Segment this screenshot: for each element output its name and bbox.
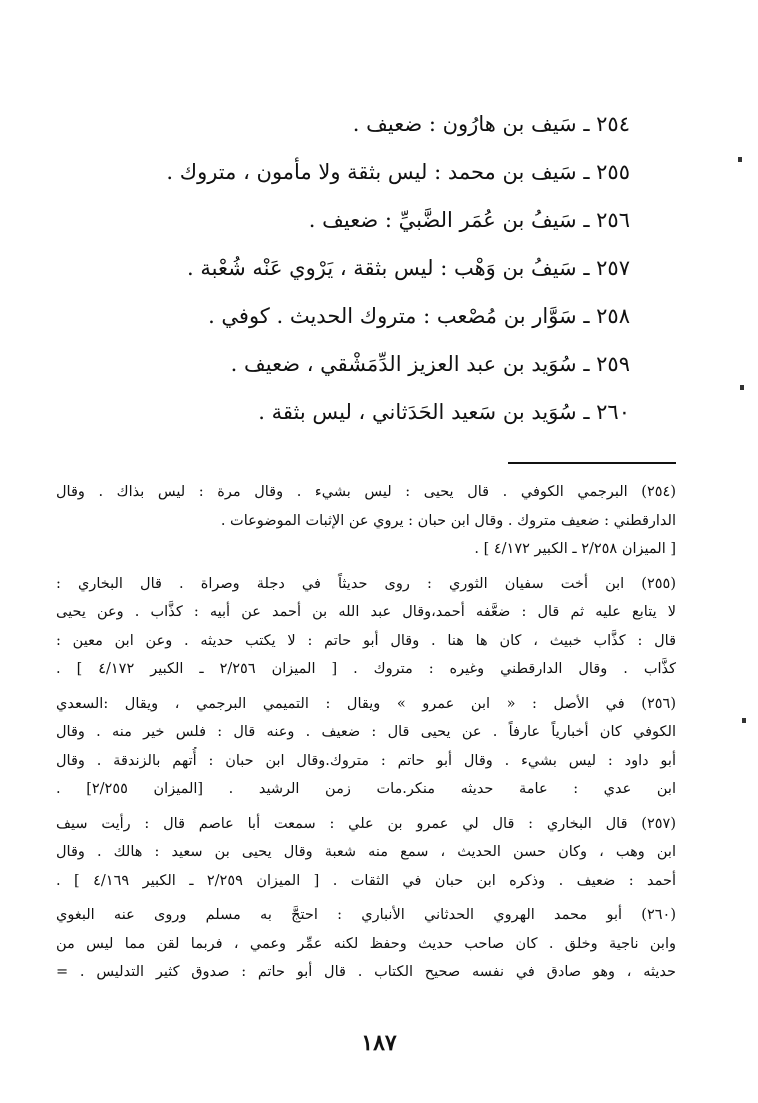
footnote-line: (٢٥٥) ابن أخت سفيان الثوري : روى حديثاً في دجلة وصراة . قال البخاري : — [56, 575, 676, 592]
page-number: ١٨٧ — [361, 1030, 397, 1056]
footnote-line: أبو داود : ليس بشيء . وقال أبو حاتم : متروك.وقال ابن حبان : أُتهم بالزندقة . وقال — [56, 752, 676, 769]
footnote-260 — [56, 901, 676, 987]
footnote-line: (٢٦٠) أبو محمد الهروي الحدثاني الأنباري : احتجَّ به مسلم وروى عنه البغوي — [56, 907, 676, 923]
margin-mark — [738, 157, 742, 162]
footnote-255 — [56, 570, 676, 684]
footnote-line: وابن ناجية وخلق . كان صاحب حديث وحفظ لكنه عمِّر وعمي ، فربما لقن مما ليس من — [56, 935, 676, 952]
footnote-line: الكوفي كان أخبارياً عارفاً . عن يحيى قال : ضعيف . وعنه قال : فلس خير منه . وقال — [56, 724, 676, 740]
footnote-line: لا يتابع عليه ثم قال : ضعَّفه أحمد،وقال عبد الله بن أحمد عن أبيه : كذَّاب . وعن يحيى — [56, 604, 676, 620]
margin-mark — [742, 718, 746, 723]
footnote-line: (٢٥٧) قال البخاري : قال لي عمرو بن علي : سمعت أبا عاصم قال : رأيت سيف — [56, 815, 676, 832]
footnote-line: الدارقطني : ضعيف متروك . وقال ابن حبان : يروي عن الإثبات الموضوعات . — [220, 512, 676, 529]
margin-mark — [740, 385, 744, 390]
footnote-line: حديثه ، وهو صادق في نفسه صحيح الكتاب . قال أبو حاتم : صدوق كثير التدليس . = — [56, 964, 676, 980]
narrator-entries — [166, 100, 630, 436]
entry-260: ٢٦٠ ـ سُوَيد بن سَعيد الحَدَثاني ، ليس بثقة . — [258, 400, 630, 424]
footnote-line: ابن وهب ، وكان حسن الحديث ، سمع منه شعبة وقال يحيى بن سعيد : هالك . وقال — [56, 844, 676, 860]
footnote-line: كذَّاب . وقال الدارقطني وغيره : متروك . [ الميزان ٢/٢٥٦ ـ الكبير ٤/١٧٢ ] . — [56, 661, 676, 677]
footnote-line: (٢٥٤) البرجمي الكوفي . قال يحيى : ليس بشيء . وقال مرة : ليس بذاك . وقال — [56, 484, 676, 500]
entry-259: ٢٥٩ ـ سُوَيد بن عبد العزيز الدِّمَشْقي ، ضعيف . — [230, 352, 630, 376]
entry-256: ٢٥٦ ـ سَيفُ بن عُمَر الضَّبيِّ : ضعيف . — [308, 208, 630, 232]
footnote-line: ابن عدي : عامة حديثه منكر.مات زمن الرشيد . [الميزان ٢/٢٥٥] . — [56, 781, 676, 797]
entry-254: ٢٥٤ ـ سَيف بن هارُون : ضعيف . — [352, 112, 630, 136]
footnote-line: (٢٥٦) في الأصل : « ابن عمرو » ويقال : التميمي البرجمي ، ويقال :السعدي — [56, 695, 676, 712]
footnote-256 — [56, 690, 676, 804]
footnotes — [56, 478, 676, 993]
footnote-257 — [56, 810, 676, 896]
entry-257: ٢٥٧ ـ سَيفُ بن وَهْب : ليس بثقة ، يَرْوي عَنْه شُعْبة . — [187, 256, 630, 280]
footnote-line: أحمد : ضعيف . وذكره ابن حبان في الثقات . [ الميزان ٢/٢٥٩ ـ الكبير ٤/١٦٩ ] . — [56, 872, 676, 889]
footnote-line: [ الميزان ٢/٢٥٨ ـ الكبير ٤/١٧٢ ] . — [474, 541, 676, 557]
footnote-254 — [56, 478, 676, 564]
entry-255: ٢٥٥ ـ سَيف بن محمد : ليس بثقة ولا مأمون ، متروك . — [166, 160, 630, 184]
footnote-separator — [508, 462, 676, 464]
entry-258: ٢٥٨ ـ سَوَّار بن مُصْعب : متروك الحديث . كوفي . — [208, 304, 630, 328]
footnote-line: قال : كذَّاب خبيث ، كان ها هنا . وقال أبو حاتم : لا يكتب حديثه . وعن ابن معين : — [56, 632, 676, 649]
